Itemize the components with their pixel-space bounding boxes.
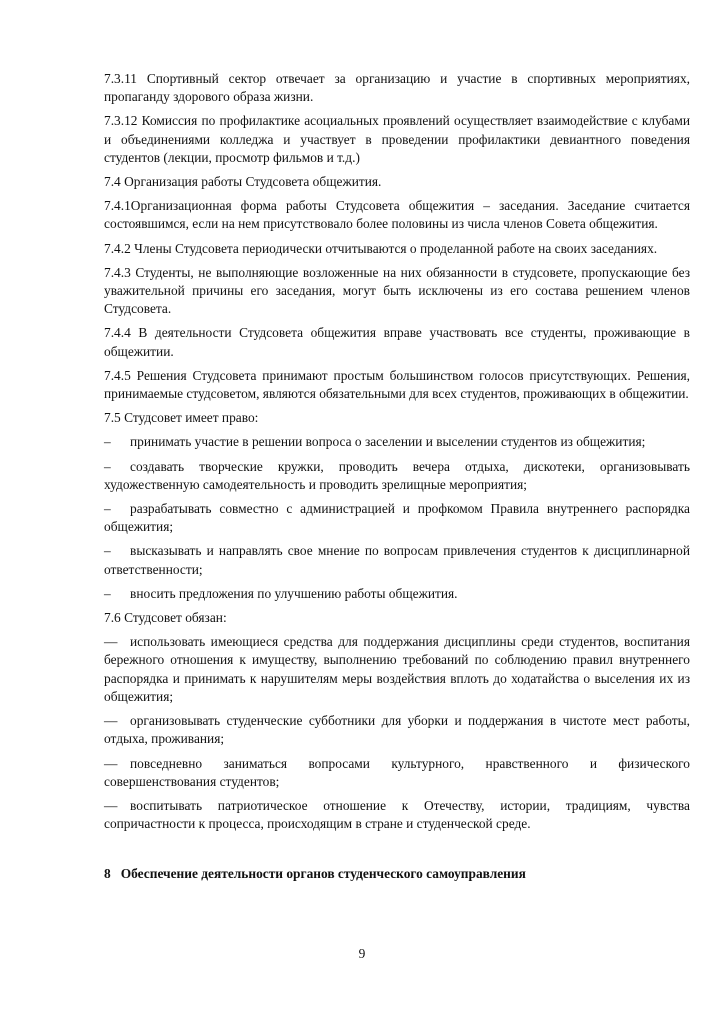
rights-list-item: – вносить предложения по улучшению работы общежития.: [104, 585, 690, 603]
section-number: 8: [104, 866, 111, 882]
dash-marker: –: [104, 585, 111, 601]
dash-marker: –: [104, 543, 111, 559]
duties-list-item: — организовывать студенческие субботники для уборки и поддержания в чистоте мест работы, отдыха, проживания;: [104, 713, 690, 747]
duties-list-item: — повседневно заниматься вопросами культурного, нравственного и физического совершенствования студентов;: [104, 755, 690, 789]
dash-marker: —: [104, 755, 118, 771]
paragraph-7-4-3: 7.4.3 Студенты, не выполняющие возложенные на них обязанности в студсовете, пропускающие без уважительной причины его заседания, могут быть исключены из его состава решением членов Студсовета.: [104, 264, 690, 317]
section-heading: [104, 865, 690, 883]
duties-list-item: — воспитывать патриотическое отношение к Отечеству, истории, традициям, чувства сопричастности к процесса, происходящим в стране и студенческой среде.: [104, 797, 690, 832]
paragraph-7-6: 7.6 Студсовет обязан:: [104, 610, 227, 626]
rights-list-item: – высказывать и направлять свое мнение по вопросам привлечения студентов к дисциплинарной ответственности;: [104, 543, 690, 577]
dash-marker: —: [104, 713, 118, 729]
page-number: 9: [358, 946, 366, 961]
paragraph-7-3-11: 7.3.11 Спортивный сектор отвечает за организацию и участие в спортивных мероприятиях, пропаганду здорового образа жизни.: [104, 71, 690, 105]
rights-list-item: – разрабатывать совместно с администрацией и профкомом Правила внутреннего распорядка общежития;: [104, 501, 690, 535]
dash-marker: –: [104, 434, 111, 450]
paragraph-7-3-12: 7.3.12 Комиссия по профилактике асоциальных проявлений осуществляет взаимодействие с клубами и объединениями колледжа и участвует в проведении профилактики девиантного поведения студентов (лекции, просмотр фильмов и т.д.): [104, 113, 690, 165]
rights-list-item: – создавать творческие кружки, проводить вечера отдыха, дискотеки, организовывать художественную самодеятельность и проводить зрелищные мероприятия;: [104, 458, 690, 492]
paragraph-7-4: 7.4 Организация работы Студсовета общежития.: [104, 174, 382, 190]
paragraph-7-4-1: 7.4.1Организационная форма работы Студсовета общежития – заседания. Заседание считается состоявшимся, если на нем присутствовало более половины из числа членов Совета общежития.: [104, 198, 690, 232]
dash-marker: –: [104, 458, 111, 474]
dash-marker: —: [104, 797, 118, 813]
paragraph-7-4-5: 7.4.5 Решения Студсовета принимают простым большинством голосов присутствующих. Решения, принимаемые студсоветом, являются обязательными для всех студентов, проживающих в общежитии.: [104, 367, 690, 402]
section-title: Обеспечение деятельности органов студенческого самоуправления: [120, 866, 526, 882]
paragraph-7-5: 7.5 Студсовет имеет право:: [104, 410, 259, 426]
document-body: [104, 70, 690, 884]
rights-list-item: – принимать участие в решении вопроса о заселении и выселении студентов из общежития;: [104, 433, 690, 451]
dash-marker: —: [104, 634, 118, 650]
paragraph-7-4-4: 7.4.4 В деятельности Студсовета общежития вправе участвовать все студенты, проживающие в общежитии.: [104, 325, 690, 359]
duties-list-item: — использовать имеющиеся средства для поддержания дисциплины среди студентов, воспитания бережного отношения к имуществу, выполнению требований по соблюдению правил внутреннего распорядка и принимать к нарушителям меры воздействия вплоть до ходатайства о выселения их из общежития;: [104, 634, 690, 704]
paragraph-7-4-2: 7.4.2 Члены Студсовета периодически отчитываются о проделанной работе на своих заседаниях.: [104, 240, 658, 256]
dash-marker: –: [104, 501, 111, 517]
